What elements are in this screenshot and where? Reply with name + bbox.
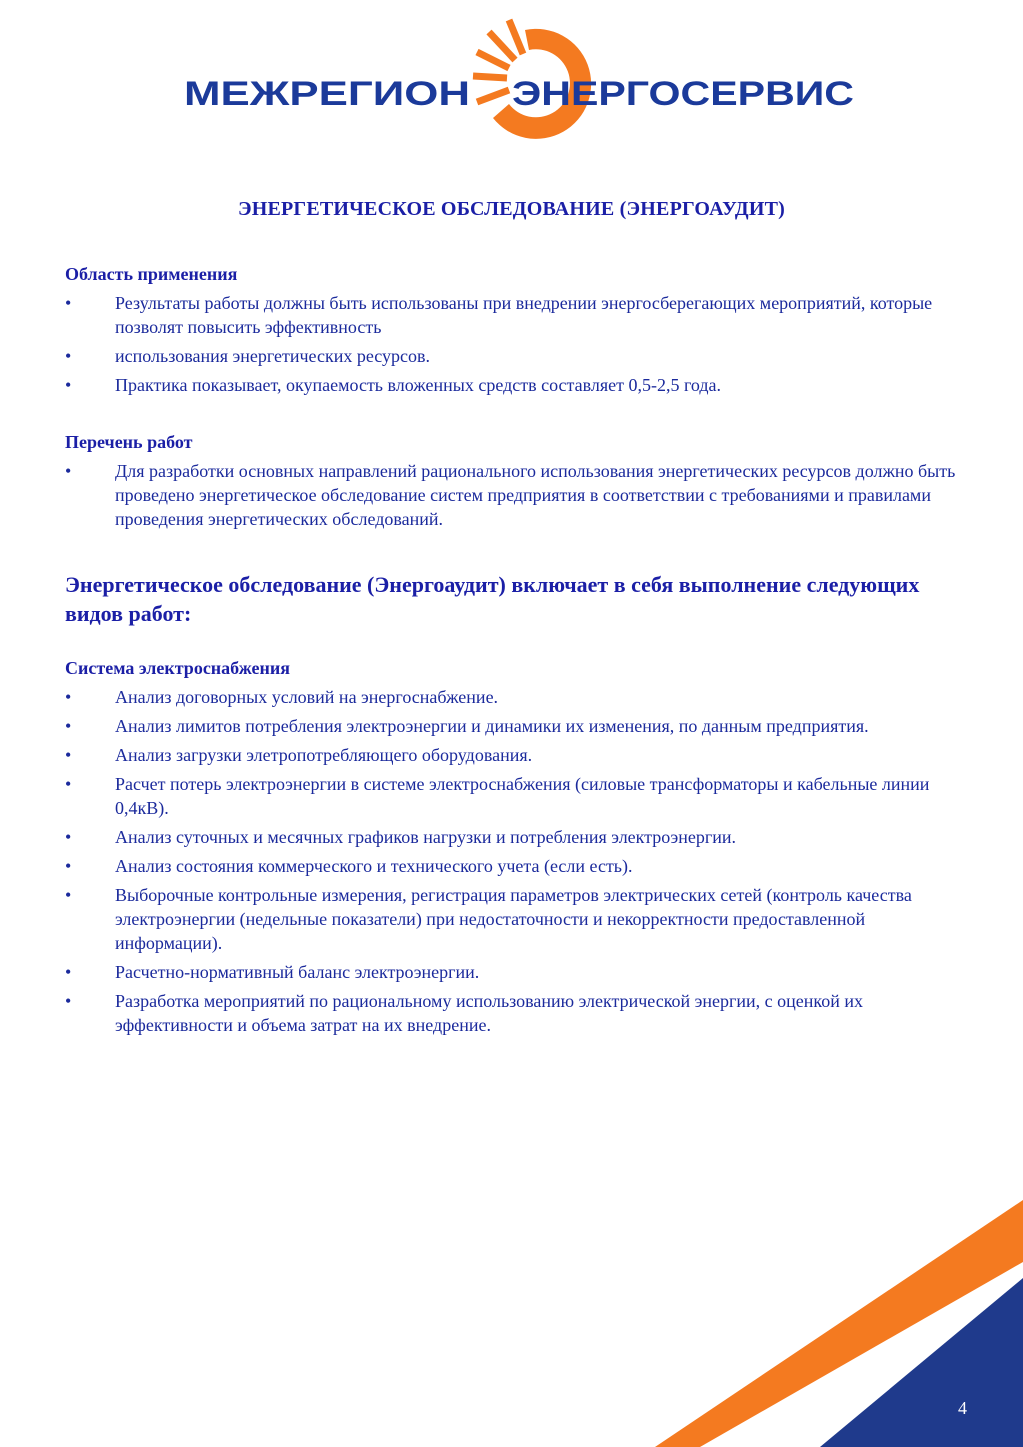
list-item-text: Результаты работы должны быть использованы при внедрении энергосберегающих мероприятий, которые позволят повысить эффективность [115, 293, 933, 337]
list-item-text: Анализ состояния коммерческого и технического учета (если есть). [115, 856, 633, 876]
bullet-mark: • [65, 687, 72, 707]
bullet-mark: • [65, 346, 72, 366]
page-number: 4 [958, 1398, 967, 1418]
bullet-mark: • [65, 991, 72, 1011]
bullet-mark: • [65, 375, 72, 395]
list-item-text: Расчетно-нормативный баланс электроэнергии. [115, 962, 480, 982]
list-item-text: Анализ загрузки элетропотребляющего оборудования. [115, 745, 533, 765]
bullet-mark: • [65, 293, 72, 313]
list-item-text: Анализ лимитов потребления электроэнергии и динамики их изменения, по данным предприятия. [115, 716, 869, 736]
list-item [65, 883, 965, 955]
power-supply-heading: Система электроснабжения [65, 658, 291, 678]
bullet-mark: • [65, 461, 72, 481]
bullet-mark: • [65, 716, 72, 736]
list-item [65, 743, 965, 767]
list-item [65, 459, 965, 531]
bullet-mark: • [65, 745, 72, 765]
list-item [65, 854, 965, 878]
list-item [65, 989, 965, 1037]
bullet-mark: • [65, 827, 72, 847]
list-item-text: Расчет потерь электроэнергии в системе электроснабжения (силовые трансформаторы и кабельные линии 0,4кВ). [115, 774, 930, 818]
list-item [65, 772, 965, 820]
list-item-text: Практика показывает, окупаемость вложенных средств составляет 0,5-2,5 года. [115, 375, 722, 395]
page-title: ЭНЕРГЕТИЧЕСКОЕ ОБСЛЕДОВАНИЕ (ЭНЕРГОАУДИТ) [237, 198, 786, 220]
list-item-text: Анализ договорных условий на энергоснабжение. [115, 687, 499, 707]
logo-text-left: МЕЖРЕГИОН [184, 75, 470, 113]
bullet-mark: • [65, 885, 72, 905]
audit-scope-heading: Энергетическое обследование (Энергоаудит) включает в себя выполнение следующих видов работ: [65, 572, 920, 626]
logo-text-right: ЭНЕРГОСЕРВИС [512, 75, 854, 113]
list-item [65, 960, 965, 984]
list-item [65, 291, 965, 339]
document-body [65, 264, 965, 1042]
works-list [65, 459, 965, 531]
scope-list [65, 291, 965, 397]
list-item [65, 373, 965, 397]
company-logo [180, 10, 860, 160]
list-item [65, 344, 965, 368]
list-item [65, 825, 965, 849]
power-supply-list [65, 685, 965, 1037]
list-item-text: Разработка мероприятий по рациональному использованию электрической энергии, с оценкой их эффективности и объема затрат на их внедрение. [115, 991, 864, 1035]
list-item-text: Выборочные контрольные измерения, регистрация параметров электрических сетей (контроль качества электроэнергии (недельные показатели) при недостаточности и некорректности предоставленной информации). [115, 885, 912, 953]
scope-heading: Область применения [65, 264, 238, 284]
works-heading: Перечень работ [65, 432, 193, 452]
bullet-mark: • [65, 962, 72, 982]
list-item-text: Для разработки основных направлений рационального использования энергетических ресурсов должно быть проведено энергетическое обследование систем предприятия в соответствии с требованиями и правилами проведения энергетических обследований. [115, 461, 956, 529]
list-item-text: использования энергетических ресурсов. [115, 346, 431, 366]
list-item [65, 714, 965, 738]
bullet-mark: • [65, 774, 72, 794]
list-item-text: Анализ суточных и месячных графиков нагрузки и потребления электроэнергии. [115, 827, 736, 847]
bullet-mark: • [65, 856, 72, 876]
list-item [65, 685, 965, 709]
